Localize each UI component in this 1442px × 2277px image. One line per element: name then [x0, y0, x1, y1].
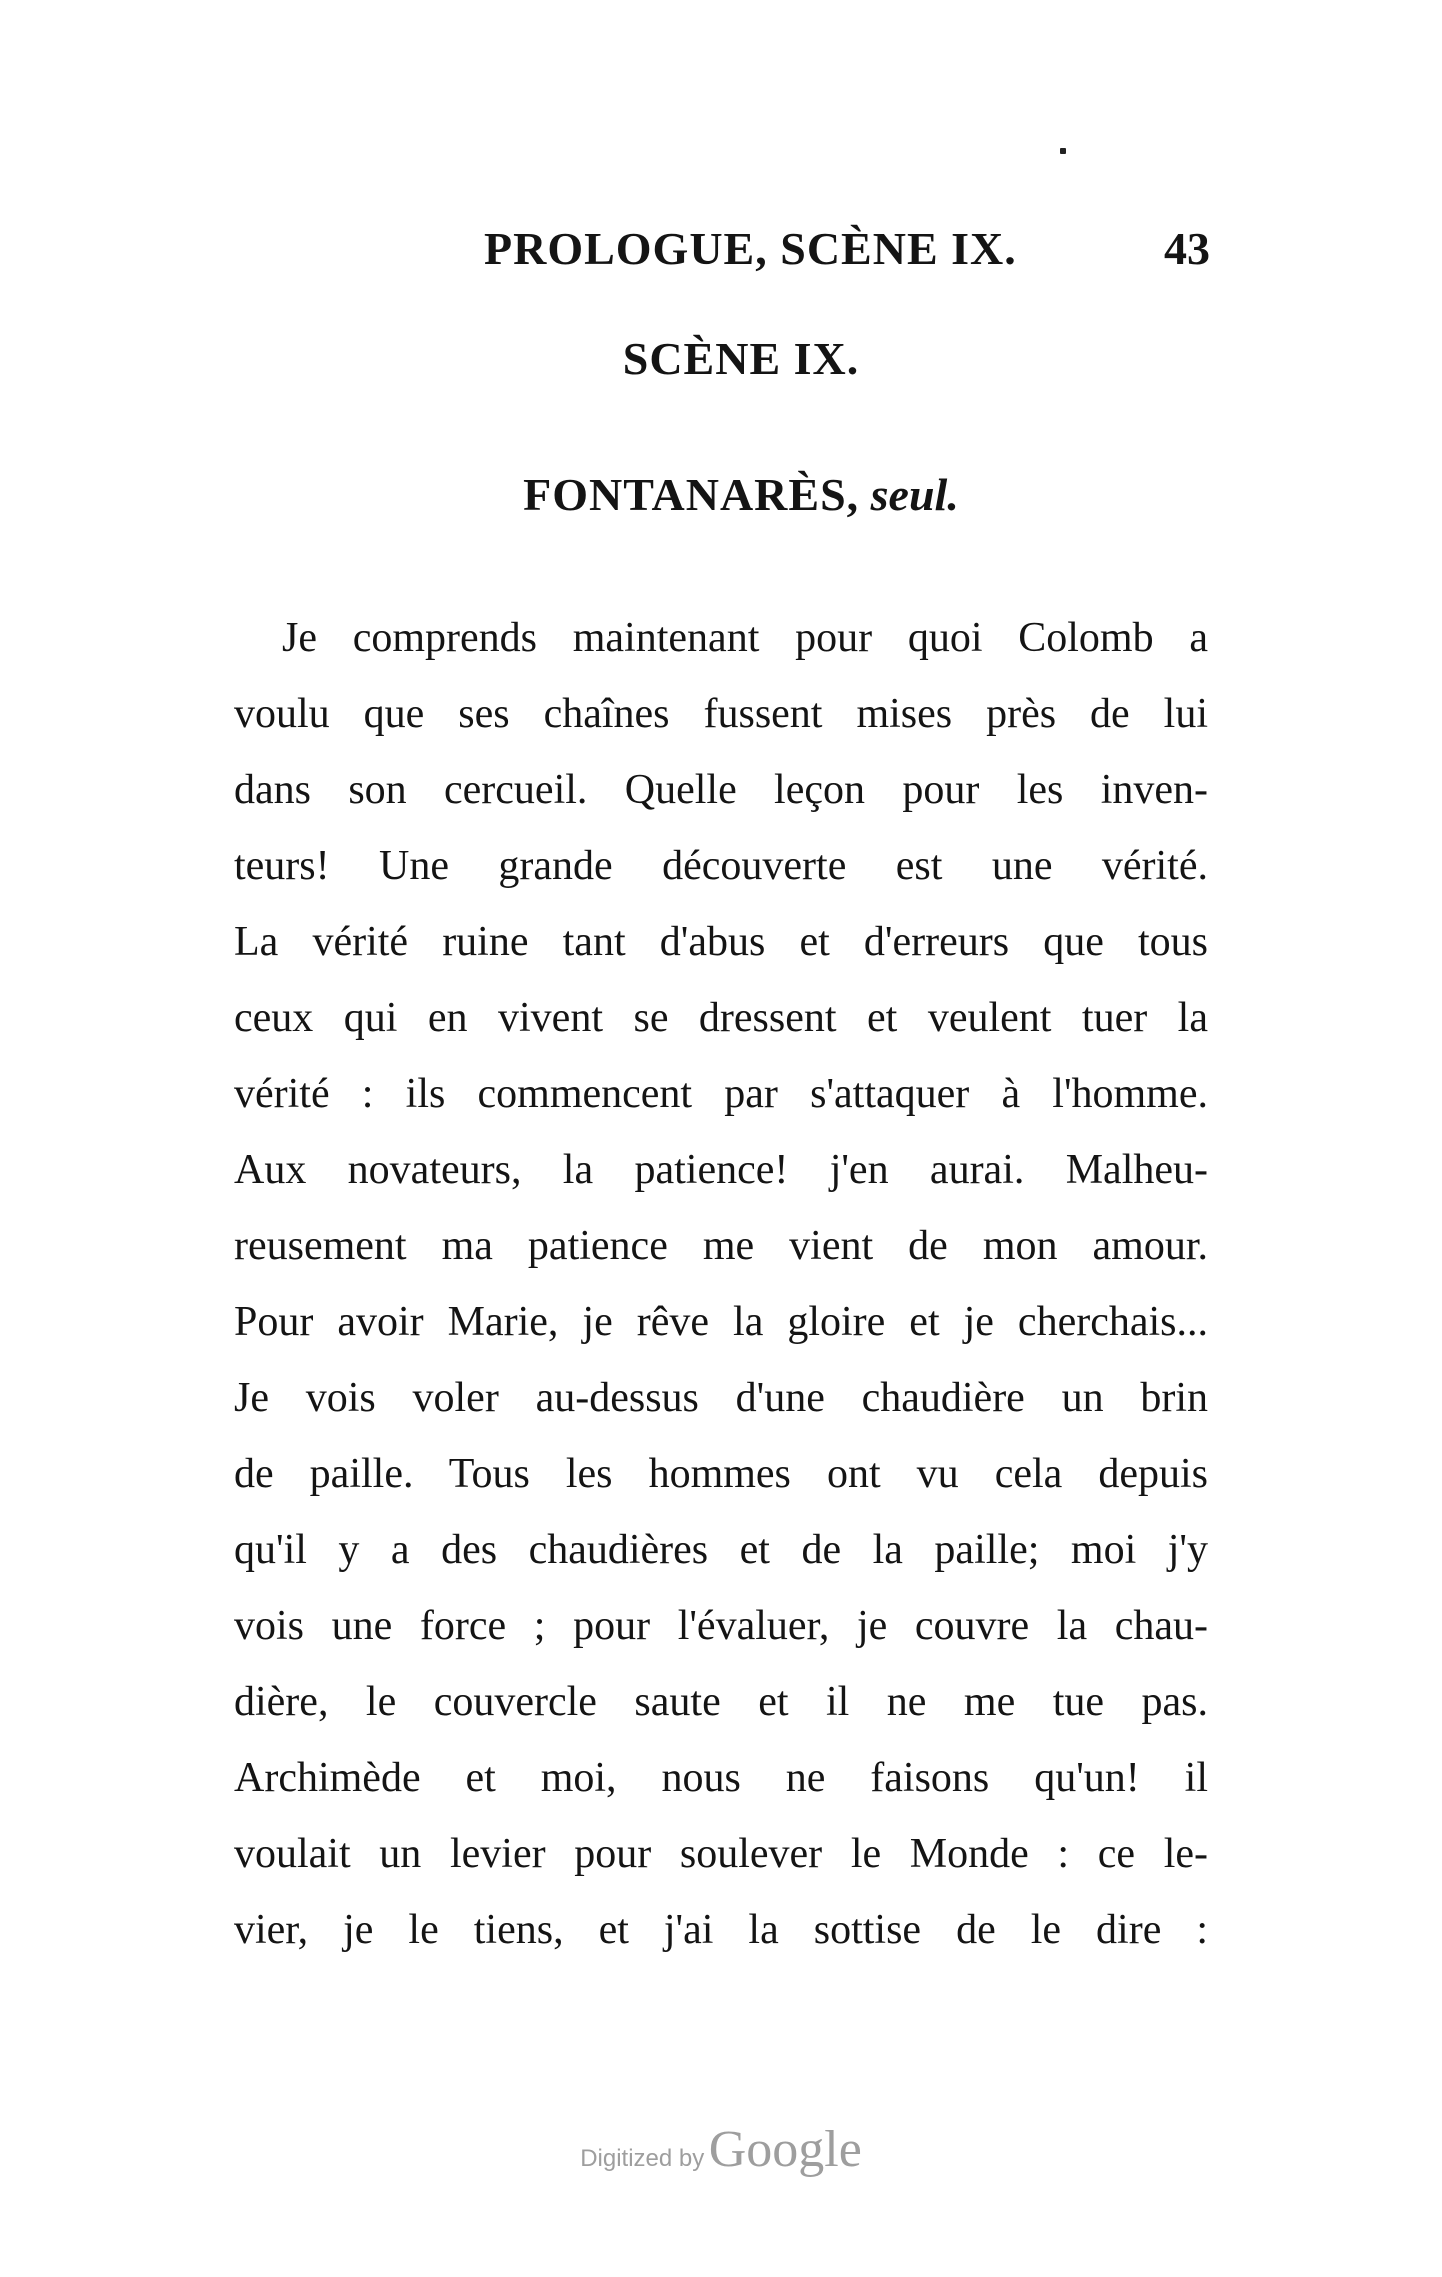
text-line: Aux novateurs, la patience! j'en aurai. Malheu-	[234, 1147, 1208, 1193]
text-line: Archimède et moi, nous ne faisons qu'un! il	[234, 1755, 1208, 1801]
text-line: reusement ma patience me vient de mon amour.	[234, 1223, 1208, 1269]
text-line: voulait un levier pour soulever le Monde : ce le-	[234, 1831, 1208, 1877]
text-line: qu'il y a des chaudières et de la paille; moi j'y	[234, 1527, 1208, 1573]
running-head	[484, 222, 1210, 282]
text-line: ceux qui en vivent se dressent et veulent tuer la	[234, 995, 1208, 1041]
text-line: Je comprends maintenant pour quoi Colomb a	[282, 615, 1208, 661]
text-line: dans son cercueil. Quelle leçon pour les inven-	[234, 767, 1208, 813]
text-line: voulu que ses chaînes fussent mises près de lui	[234, 691, 1208, 737]
speaker-name: FONTANARÈS,	[523, 469, 860, 520]
text-line: dière, le couvercle saute et il ne me tue pas.	[234, 1679, 1208, 1725]
text-line: Pour avoir Marie, je rêve la gloire et je cherchais...	[234, 1299, 1208, 1345]
stage-direction: seul.	[870, 469, 959, 520]
text-line: de paille. Tous les hommes ont vu cela depuis	[234, 1451, 1208, 1497]
text-line: vier, je le tiens, et j'ai la sottise de le dire :	[234, 1907, 1208, 1953]
digitized-by-label: Digitized by	[580, 2145, 705, 2172]
speaker-line	[0, 468, 1442, 521]
text-line: teurs! Une grande découverte est une vérité.	[234, 843, 1208, 889]
text-line: vérité : ils commencent par s'attaquer à l'homme.	[234, 1071, 1208, 1117]
page-number: 43	[1164, 223, 1210, 274]
digitization-watermark	[0, 2120, 1442, 2179]
text-line: Je vois voler au-dessus d'une chaudière un brin	[234, 1375, 1208, 1421]
text-line: vois une force ; pour l'évaluer, je couvre la chau-	[234, 1603, 1208, 1649]
text-line: La vérité ruine tant d'abus et d'erreurs que tous	[234, 919, 1208, 965]
ink-speck	[1060, 148, 1066, 154]
monologue-text	[234, 600, 1208, 1968]
running-title: PROLOGUE, SCÈNE IX.	[484, 223, 1017, 274]
scene-heading: SCÈNE IX.	[622, 333, 860, 384]
google-logo: Google	[708, 2121, 862, 2178]
